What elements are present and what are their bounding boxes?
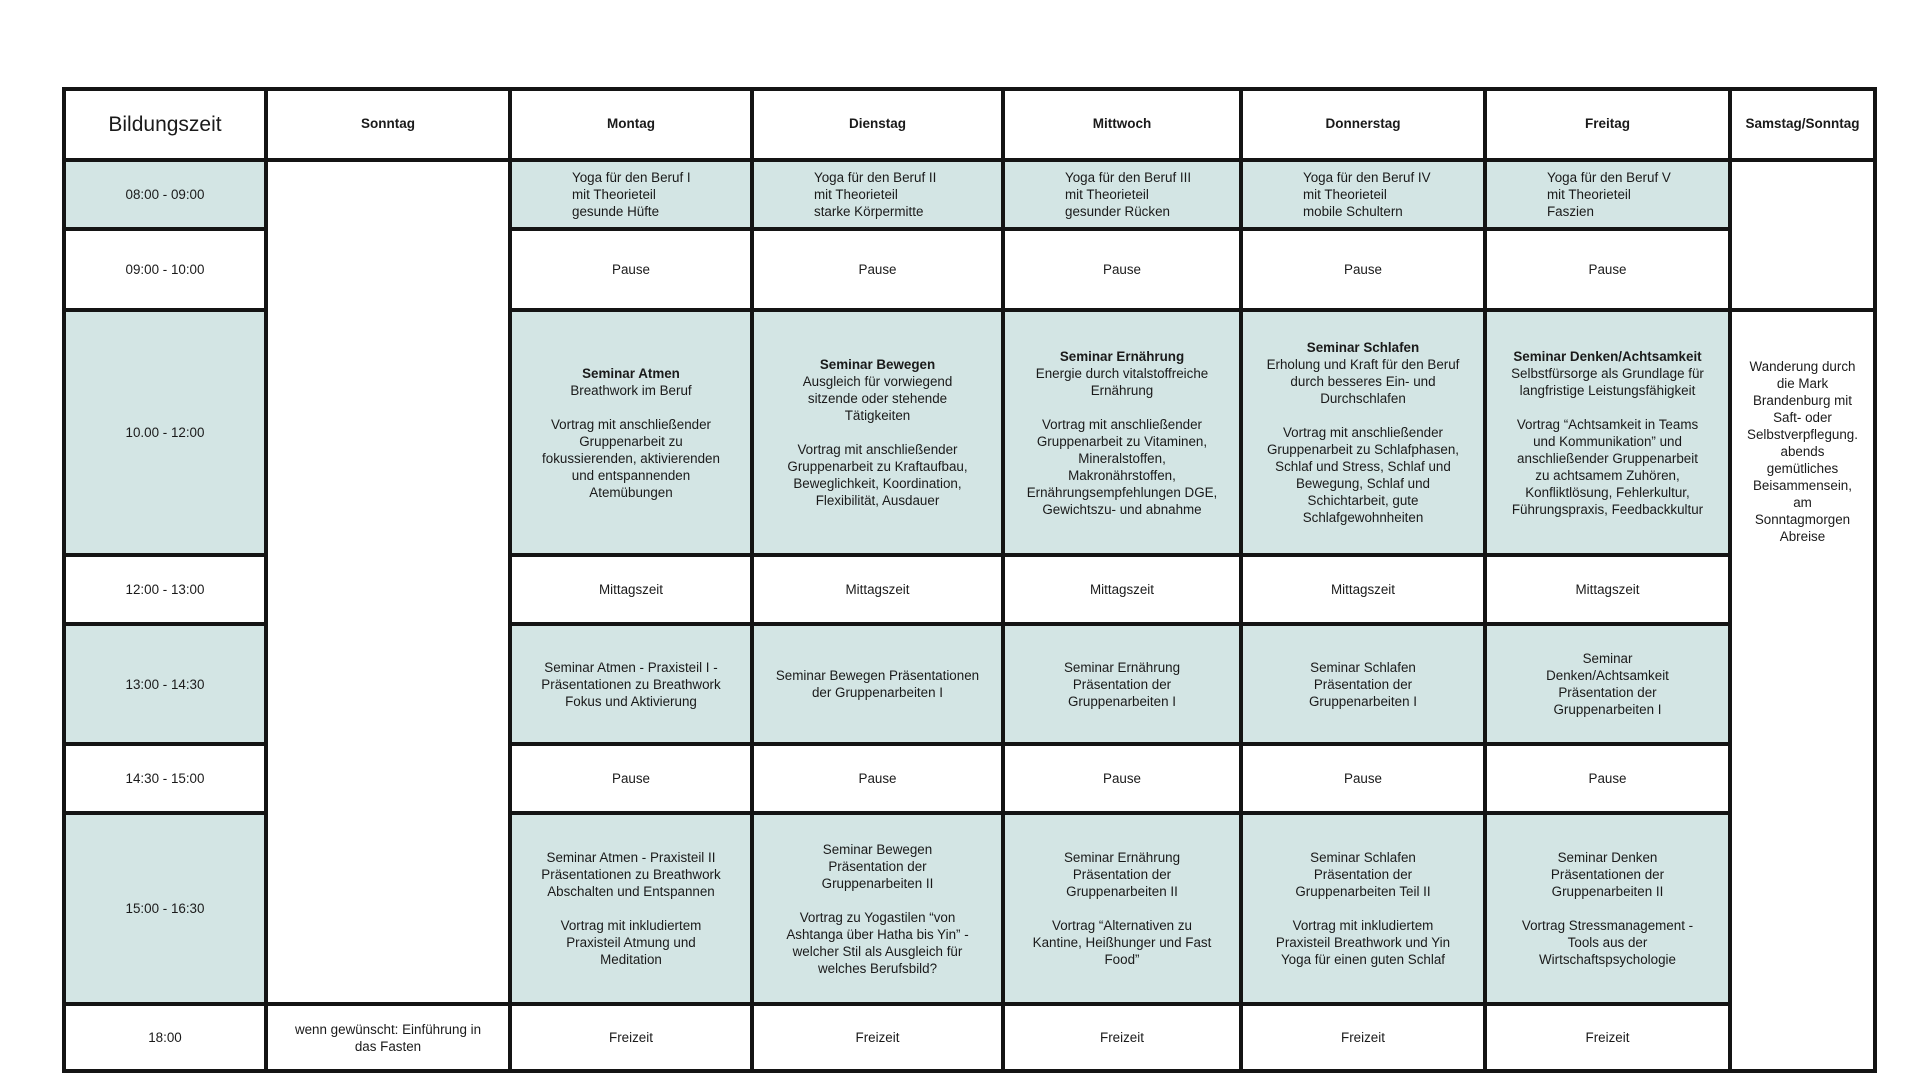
afternoon-session-1: Seminar Ernährung Präsentation der Gruppenarbeiten I <box>1005 626 1243 746</box>
pause-cell: Pause <box>1243 231 1487 312</box>
afternoon-session-2: Seminar Schlafen Präsentation der Gruppenarbeiten Teil II Vortrag mit inkludiertem Praxisteil Breathwork und Yin Yoga für einen guten Schlaf <box>1243 815 1487 1006</box>
freizeit-cell: Freizeit <box>754 1006 1005 1069</box>
schedule-table <box>62 87 1877 1073</box>
pause-cell: Pause <box>1005 231 1243 312</box>
afternoon-session-2: Seminar Denken Präsentationen der Gruppenarbeiten II Vortrag Stressmanagement - Tools aus der Wirtschaftspsychologie <box>1487 815 1732 1006</box>
time-slot: 08:00 - 09:00 <box>66 162 268 231</box>
mittag-cell: Mittagszeit <box>1005 557 1243 626</box>
mittag-cell: Mittagszeit <box>754 557 1005 626</box>
samstag-wanderung-cell: Wanderung durch die Mark Brandenburg mit Saft- oder Selbstverpflegung. abends gemütliches Beisammensein, am Sonntagmorgen Abreise <box>1747 359 1858 544</box>
seminar-body: Energie durch vitalstoffreiche Ernährung Vortrag mit anschließender Gruppenarbeit zu Vitaminen, Mineralstoffen, Makronährstoffen, Ernährungsempfehlungen DGE, Gewichtszu- und abnahme <box>1026 365 1218 517</box>
pause-cell: Pause <box>1487 746 1732 815</box>
afternoon-session-2: Seminar Ernährung Präsentation der Gruppenarbeiten II Vortrag “Alternativen zu Kantine, Heißhunger und Fast Food” <box>1005 815 1243 1006</box>
mittag-cell: Mittagszeit <box>1487 557 1732 626</box>
sonntag-empty-cell <box>268 162 512 1006</box>
sonntag-fasten-cell: wenn gewünscht: Einführung in das Fasten <box>268 1006 512 1069</box>
seminar-title: Seminar Atmen <box>582 365 680 381</box>
header-montag: Montag <box>512 91 754 162</box>
time-slot: 15:00 - 16:30 <box>66 815 268 1006</box>
samstag-empty-cell <box>1732 162 1873 312</box>
time-slot: 09:00 - 10:00 <box>66 231 268 312</box>
afternoon-session-2: Seminar Atmen - Praxisteil II Präsentationen zu Breathwork Abschalten und Entspannen Vortrag mit inkludiertem Praxisteil Atmung und Meditation <box>512 815 754 1006</box>
header-donnerstag: Donnerstag <box>1243 91 1487 162</box>
freizeit-cell: Freizeit <box>512 1006 754 1069</box>
header-freitag: Freitag <box>1487 91 1732 162</box>
mittag-cell: Mittagszeit <box>1243 557 1487 626</box>
afternoon-session-2: Seminar Bewegen Präsentation der Gruppenarbeiten II Vortrag zu Yogastilen “von Ashtanga über Hatha bis Yin” - welcher Stil als Ausgleich für welches Berufsbild? <box>754 815 1005 1006</box>
header-samstag-sonntag: Samstag/Sonntag <box>1732 91 1873 162</box>
pause-cell: Pause <box>754 231 1005 312</box>
seminar-title: Seminar Denken/Achtsamkeit <box>1513 348 1702 364</box>
seminar-cell-denken <box>1487 312 1732 557</box>
freizeit-cell: Freizeit <box>1487 1006 1732 1069</box>
seminar-cell-atmen <box>512 312 754 557</box>
time-slot: 13:00 - 14:30 <box>66 626 268 746</box>
time-slot: 10.00 - 12:00 <box>66 312 268 557</box>
afternoon-session-1: Seminar Atmen - Praxisteil I - Präsentationen zu Breathwork Fokus und Aktivierung <box>512 626 754 746</box>
yoga-cell: Yoga für den Beruf IV mit Theorieteil mobile Schultern <box>1243 162 1487 231</box>
pause-cell: Pause <box>512 231 754 312</box>
seminar-cell-schlafen <box>1243 312 1487 557</box>
freizeit-cell: Freizeit <box>1005 1006 1243 1069</box>
seminar-body: Selbstfürsorge als Grundlage für langfristige Leistungsfähigkeit Vortrag “Achtsamkeit in Teams und Kommunikation” und anschließender Gruppenarbeit zu achtsamem Zuhören, Konfliktlösung, Fehlerkultur, Führungspraxis, Feedbackkultur <box>1511 365 1704 517</box>
table-title: Bildungszeit <box>66 91 268 162</box>
seminar-body: Erholung und Kraft für den Beruf durch besseres Ein- und Durchschlafen Vortrag mit anschließender Gruppenarbeit zu Schlafphasen, Schlaf und Stress, Schlaf und Bewegung, Schlaf und Schichtarbeit, gute Schlafgewohnheiten <box>1266 357 1460 525</box>
yoga-cell: Yoga für den Beruf V mit Theorieteil Faszien <box>1487 162 1732 231</box>
seminar-title: Seminar Ernährung <box>1059 348 1185 364</box>
seminar-body: Breathwork im Beruf Vortrag mit anschließender Gruppenarbeit zu fokussierenden, aktivierenden und entspannenden Atemübungen <box>542 382 720 500</box>
header-dienstag: Dienstag <box>754 91 1005 162</box>
yoga-cell: Yoga für den Beruf II mit Theorieteil starke Körpermitte <box>754 162 1005 231</box>
pause-cell: Pause <box>1487 231 1732 312</box>
seminar-cell-ernaehrung <box>1005 312 1243 557</box>
time-slot: 12:00 - 13:00 <box>66 557 268 626</box>
time-slot: 14:30 - 15:00 <box>66 746 268 815</box>
afternoon-session-1: Seminar Schlafen Präsentation der Gruppenarbeiten I <box>1243 626 1487 746</box>
time-slot: 18:00 <box>66 1006 268 1069</box>
mittag-cell: Mittagszeit <box>512 557 754 626</box>
seminar-cell-bewegen <box>754 312 1005 557</box>
pause-cell: Pause <box>754 746 1005 815</box>
pause-cell: Pause <box>1243 746 1487 815</box>
seminar-title: Seminar Schlafen <box>1306 340 1420 355</box>
seminar-title: Seminar Bewegen <box>819 357 936 372</box>
header-mittwoch: Mittwoch <box>1005 91 1243 162</box>
header-sonntag: Sonntag <box>268 91 512 162</box>
yoga-cell: Yoga für den Beruf III mit Theorieteil gesunder Rücken <box>1005 162 1243 231</box>
pause-cell: Pause <box>1005 746 1243 815</box>
afternoon-session-1: Seminar Bewegen Präsentationen der Gruppenarbeiten I <box>754 626 1005 746</box>
freizeit-cell: Freizeit <box>1243 1006 1487 1069</box>
yoga-cell: Yoga für den Beruf I mit Theorieteil gesunde Hüfte <box>512 162 754 231</box>
seminar-body: Ausgleich für vorwiegend sitzende oder stehende Tätigkeiten Vortrag mit anschließender Gruppenarbeit zu Kraftaufbau, Beweglichkeit, Koordination, Flexibilität, Ausdauer <box>787 374 968 508</box>
pause-cell: Pause <box>512 746 754 815</box>
afternoon-session-1: Seminar Denken/Achtsamkeit Präsentation der Gruppenarbeiten I <box>1487 626 1732 746</box>
